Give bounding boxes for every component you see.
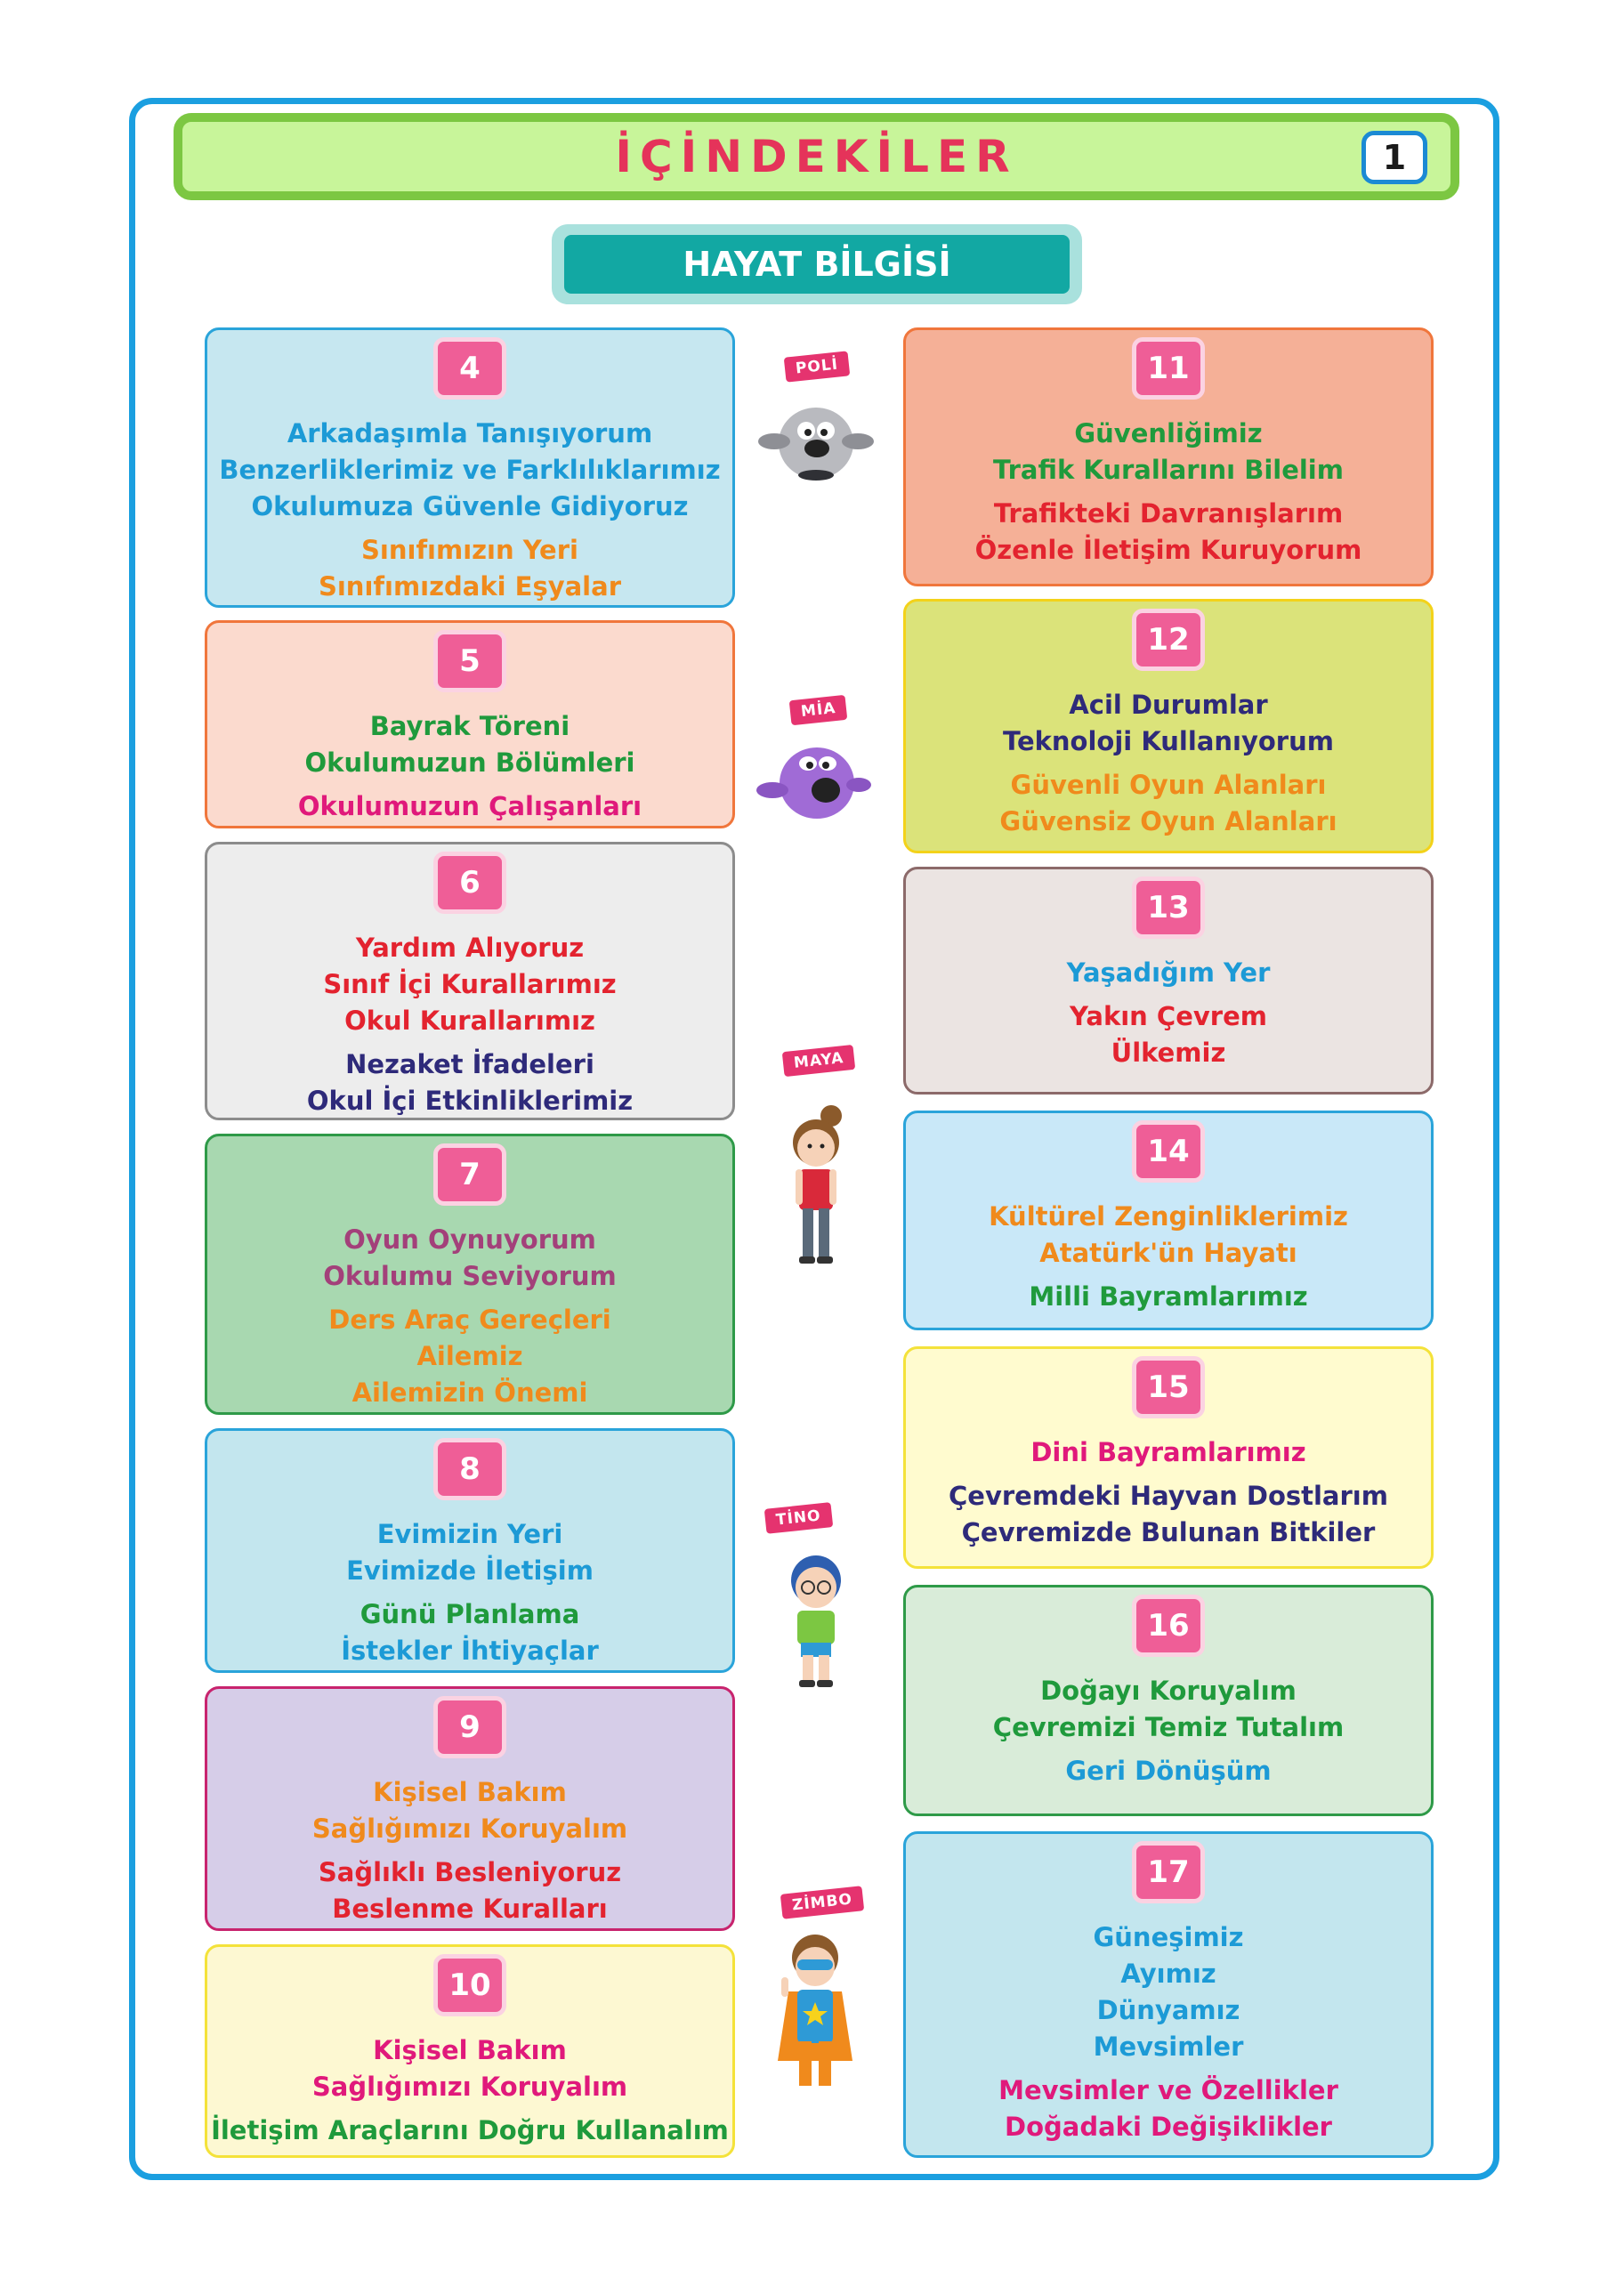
topic-title: İstekler İhtiyaçlar <box>341 1636 599 1666</box>
topic-title: Ailemizin Önemi <box>351 1377 588 1408</box>
topic-title: Sağlığımızı Koruyalım <box>311 2072 628 2102</box>
character-tag-poli: POLİ <box>784 351 851 382</box>
topic-title: Güvenliğimiz <box>1074 418 1263 448</box>
toc-card-page-7 <box>205 1134 735 1415</box>
page-number-badge: 6 <box>433 852 506 914</box>
topic-title: Mevsimler <box>1093 2032 1244 2062</box>
topic-title: Teknoloji Kullanıyorum <box>1003 726 1334 756</box>
toc-card-page-12 <box>903 599 1434 853</box>
topic-title: Sınıf İçi Kurallarımız <box>323 969 617 999</box>
character-tag-tino: TİNO <box>764 1502 833 1534</box>
topic-title: Evimizin Yeri <box>376 1519 563 1549</box>
topic-title: Ailemiz <box>416 1341 523 1371</box>
topic-title: Güvensiz Oyun Alanları <box>999 806 1337 836</box>
toc-card-page-11 <box>903 327 1434 586</box>
topic-title: Çevremdeki Hayvan Dostlarım <box>949 1481 1388 1511</box>
topic-title: Sağlığımızı Koruyalım <box>311 1814 628 1844</box>
page-number-badge: 17 <box>1132 1841 1205 1903</box>
page-number: 1 <box>1361 131 1427 184</box>
character-tag-mia: MİA <box>789 695 848 725</box>
topic-title: Sağlıklı Besleniyoruz <box>318 1857 622 1887</box>
toc-card-page-8 <box>205 1428 735 1673</box>
toc-card-page-4 <box>205 327 735 608</box>
page-number-badge: 7 <box>433 1143 506 1206</box>
poli-character-icon <box>758 390 874 488</box>
title-bar <box>174 113 1459 200</box>
toc-card-page-14 <box>903 1111 1434 1330</box>
page-number-badge: 4 <box>433 337 506 400</box>
maya-character-icon <box>776 1103 856 1268</box>
subject-banner <box>552 224 1082 304</box>
page-number-badge: 5 <box>433 630 506 692</box>
topic-title: Acil Durumlar <box>1069 690 1268 720</box>
topic-title: Doğayı Koruyalım <box>1040 1676 1297 1706</box>
toc-card-page-16 <box>903 1585 1434 1816</box>
topic-list <box>906 955 1431 1071</box>
topic-title: Benzerliklerimiz ve Farklılıklarımız <box>219 455 721 485</box>
topic-list <box>906 1434 1431 1551</box>
topic-title: Okulumuzun Çalışanları <box>297 791 642 821</box>
zimbo-character-icon <box>771 1927 860 2096</box>
topic-title: Kişisel Bakım <box>373 2035 567 2065</box>
toc-card-page-17 <box>903 1831 1434 2158</box>
topic-title: İletişim Araçlarını Doğru Kullanalım <box>211 2115 729 2145</box>
toc-card-page-5 <box>205 620 735 828</box>
topic-title: Evimizde İletişim <box>346 1555 594 1586</box>
page-number-badge: 11 <box>1132 337 1205 400</box>
toc-card-page-15 <box>903 1346 1434 1569</box>
topic-title: Okul Kurallarımız <box>344 1006 595 1036</box>
mia-character-icon <box>756 731 872 829</box>
topic-title: Yaşadığım Yer <box>1066 957 1271 988</box>
topic-list <box>906 416 1431 569</box>
topic-list <box>906 687 1431 840</box>
topic-list <box>207 1516 732 1669</box>
page-number-badge: 9 <box>433 1696 506 1758</box>
topic-title: Günü Planlama <box>360 1599 580 1629</box>
page-number-badge: 14 <box>1132 1120 1205 1183</box>
topic-list <box>207 930 732 1119</box>
topic-title: Okulumuza Güvenle Gidiyoruz <box>251 491 689 521</box>
topic-list <box>207 708 732 825</box>
topic-title: Atatürk'ün Hayatı <box>1039 1238 1297 1268</box>
topic-title: Güvenli Oyun Alanları <box>1010 770 1327 800</box>
topic-title: Dini Bayramlarımız <box>1030 1437 1306 1467</box>
topic-title: Nezaket İfadeleri <box>345 1049 594 1079</box>
tino-character-icon <box>776 1548 856 1691</box>
toc-card-page-13 <box>903 867 1434 1095</box>
topic-title: Kişisel Bakım <box>373 1777 567 1807</box>
topic-title: Çevremizde Bulunan Bitkiler <box>961 1517 1376 1547</box>
topic-title: Özenle İletişim Kuruyorum <box>974 535 1362 565</box>
topic-list <box>906 1673 1431 1789</box>
toc-card-page-6 <box>205 842 735 1120</box>
topic-title: Mevsimler ve Özellikler <box>998 2075 1338 2105</box>
topic-title: Sınıfımızın Yeri <box>361 535 578 565</box>
page-number-badge: 10 <box>433 1954 506 2016</box>
topic-title: Ülkemiz <box>1111 1038 1226 1068</box>
topic-title: Sınıfımızdaki Eşyalar <box>318 571 621 602</box>
topic-title: Trafikteki Davranışlarım <box>993 498 1344 529</box>
page-number-badge: 8 <box>433 1438 506 1500</box>
toc-card-page-9 <box>205 1686 735 1931</box>
topic-title: Bayrak Töreni <box>369 711 570 741</box>
topic-list <box>207 1774 732 1927</box>
character-tag-zimbo: ZİMBO <box>780 1886 864 1919</box>
topic-title: Güneşimiz <box>1093 1922 1244 1952</box>
topic-title: Yakın Çevrem <box>1070 1001 1267 1031</box>
page-number-badge: 15 <box>1132 1356 1205 1418</box>
topic-title: Çevremizi Temiz Tutalım <box>992 1712 1345 1742</box>
topic-list <box>906 1199 1431 1315</box>
topic-title: Milli Bayramlarımız <box>1029 1281 1308 1312</box>
topic-title: Doğadaki Değişiklikler <box>1005 2112 1332 2142</box>
topic-title: Beslenme Kuralları <box>332 1894 608 1924</box>
topic-title: Arkadaşımla Tanışıyorum <box>287 418 653 448</box>
page-title: İÇİNDEKİLER <box>615 131 1018 182</box>
topic-title: Yardım Alıyoruz <box>355 933 585 963</box>
page-number-badge: 16 <box>1132 1595 1205 1657</box>
page-number-badge: 12 <box>1132 609 1205 671</box>
page-number-badge: 13 <box>1132 876 1205 939</box>
topic-title: Geri Dönüşüm <box>1065 1756 1272 1786</box>
topic-title: Okulumu Seviyorum <box>323 1261 617 1291</box>
subject-title: HAYAT BİLGİSİ <box>564 235 1070 294</box>
topic-title: Trafik Kurallarını Bilelim <box>993 455 1344 485</box>
topic-list <box>207 1222 732 1411</box>
character-tag-maya: MAYA <box>782 1045 856 1077</box>
topic-title: Okul İçi Etkinliklerimiz <box>306 1086 634 1116</box>
topic-title: Ayımız <box>1120 1959 1216 1989</box>
topic-list <box>906 1919 1431 2145</box>
topic-list <box>207 416 732 605</box>
topic-title: Okulumuzun Bölümleri <box>304 747 635 778</box>
topic-list <box>207 2032 732 2149</box>
toc-card-page-10 <box>205 1944 735 2158</box>
topic-title: Oyun Oynuyorum <box>343 1224 596 1255</box>
topic-title: Dünyamız <box>1096 1995 1240 2025</box>
topic-title: Ders Araç Gereçleri <box>328 1305 611 1335</box>
topic-title: Kültürel Zenginliklerimiz <box>989 1201 1348 1232</box>
